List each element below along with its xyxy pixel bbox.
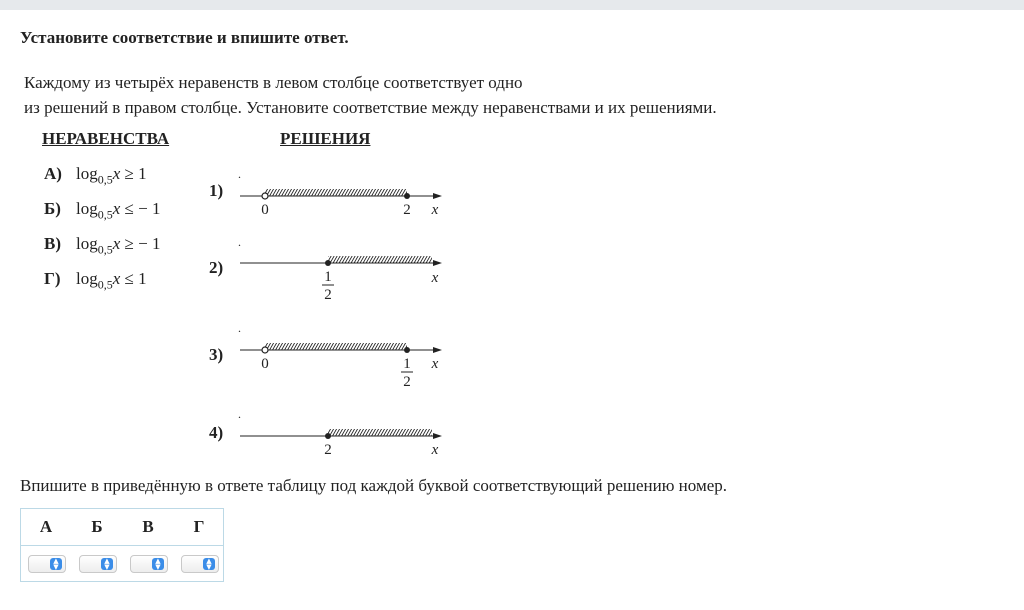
select-arrows-icon: ▲ ▼ (152, 558, 164, 570)
stray-dot: . (238, 321, 241, 335)
stray-dot: . (238, 235, 241, 249)
relation: ≥ 1 (120, 164, 147, 183)
log-text: log (76, 234, 98, 253)
task-text-line-2: из решений в правом столбце. Установите соответствие между неравенствами и их решениями. (24, 98, 717, 117)
inequality-b (44, 199, 160, 222)
task-text-line-1: Каждому из четырёх неравенств в левом столбце соответствует одно (24, 73, 523, 92)
log-base: 0,5 (97, 277, 113, 292)
log-text: log (76, 164, 98, 183)
axis-variable: x (431, 270, 439, 286)
solutions-header: РЕШЕНИЯ (280, 129, 371, 148)
answer-select-g[interactable] (181, 555, 219, 573)
solution-1-number-line (236, 164, 456, 224)
closed-point (404, 193, 410, 199)
inequality-label: А) (44, 164, 62, 183)
inequality-label: Г) (44, 269, 61, 288)
axis-arrow (433, 347, 442, 353)
inequality-label: Б) (44, 199, 61, 218)
select-arrows-icon: ▲ ▼ (203, 558, 215, 570)
hatched-ray (328, 429, 432, 436)
axis-variable: x (431, 356, 439, 372)
answer-header-b: Б (91, 517, 103, 536)
inequality-a (44, 164, 147, 187)
select-arrows-icon: ▲ ▼ (50, 558, 62, 570)
open-point (262, 347, 268, 353)
open-point (262, 193, 268, 199)
variable: x (112, 164, 121, 183)
answer-table (20, 508, 224, 582)
fraction-denominator: 2 (403, 374, 411, 390)
variable: x (112, 234, 121, 253)
closed-point (325, 260, 331, 266)
variable: x (112, 199, 121, 218)
inequality-v (44, 234, 160, 257)
closed-point (325, 433, 331, 439)
log-base: 0,5 (97, 242, 113, 257)
task-title: Установите соответствие и впишите ответ. (20, 28, 349, 47)
relation: ≤ − 1 (120, 199, 161, 218)
log-base: 0,5 (97, 207, 113, 222)
axis-arrow (433, 433, 442, 439)
solution-4-number-line (236, 404, 456, 464)
axis-variable: x (431, 442, 439, 458)
answer-header-g: Г (193, 517, 205, 536)
answer-select-v[interactable] (130, 555, 168, 573)
solution-label-2: 2) (209, 258, 224, 277)
solution-label-3: 3) (209, 345, 224, 364)
fraction-numerator: 1 (324, 269, 332, 285)
log-text: log (76, 199, 98, 218)
solution-label-4: 4) (209, 423, 224, 442)
tick-label-left: 0 (261, 202, 269, 218)
fraction-denominator: 2 (324, 287, 332, 303)
stray-dot: . (238, 407, 241, 421)
inequality-label: В) (44, 234, 61, 253)
hatched-interval (265, 343, 407, 350)
tick-label-left: 0 (261, 356, 269, 372)
answer-header-v: В (142, 517, 154, 536)
task-text (24, 70, 717, 120)
relation: ≥ − 1 (120, 234, 161, 253)
top-bar (0, 0, 1024, 10)
variable: x (112, 269, 121, 288)
inequality-g (44, 269, 147, 292)
log-base: 0,5 (97, 172, 113, 187)
solution-label-1: 1) (209, 181, 224, 200)
axis-arrow (433, 260, 442, 266)
hatched-interval (265, 189, 407, 196)
solution-3-number-line (236, 318, 456, 392)
select-arrows-icon: ▲ ▼ (101, 558, 113, 570)
answer-header-a: А (39, 517, 53, 536)
tick-label-right: 2 (403, 202, 411, 218)
closed-point (404, 347, 410, 353)
answer-select-a[interactable] (28, 555, 66, 573)
relation: ≤ 1 (120, 269, 147, 288)
fraction-numerator: 1 (403, 356, 411, 372)
axis-variable: x (431, 202, 439, 218)
tick-label: 2 (324, 442, 332, 458)
answer-table-header (21, 509, 223, 546)
stray-dot: . (238, 167, 241, 181)
inequalities-header: НЕРАВЕНСТВА (42, 129, 170, 148)
hatched-ray (328, 256, 432, 263)
instruction-text: Впишите в приведённую в ответе таблицу под каждой буквой соответствующий решению номер. (20, 476, 728, 495)
answer-select-b[interactable] (79, 555, 117, 573)
log-text: log (76, 269, 98, 288)
solution-2-number-line (236, 232, 456, 306)
axis-arrow (433, 193, 442, 199)
